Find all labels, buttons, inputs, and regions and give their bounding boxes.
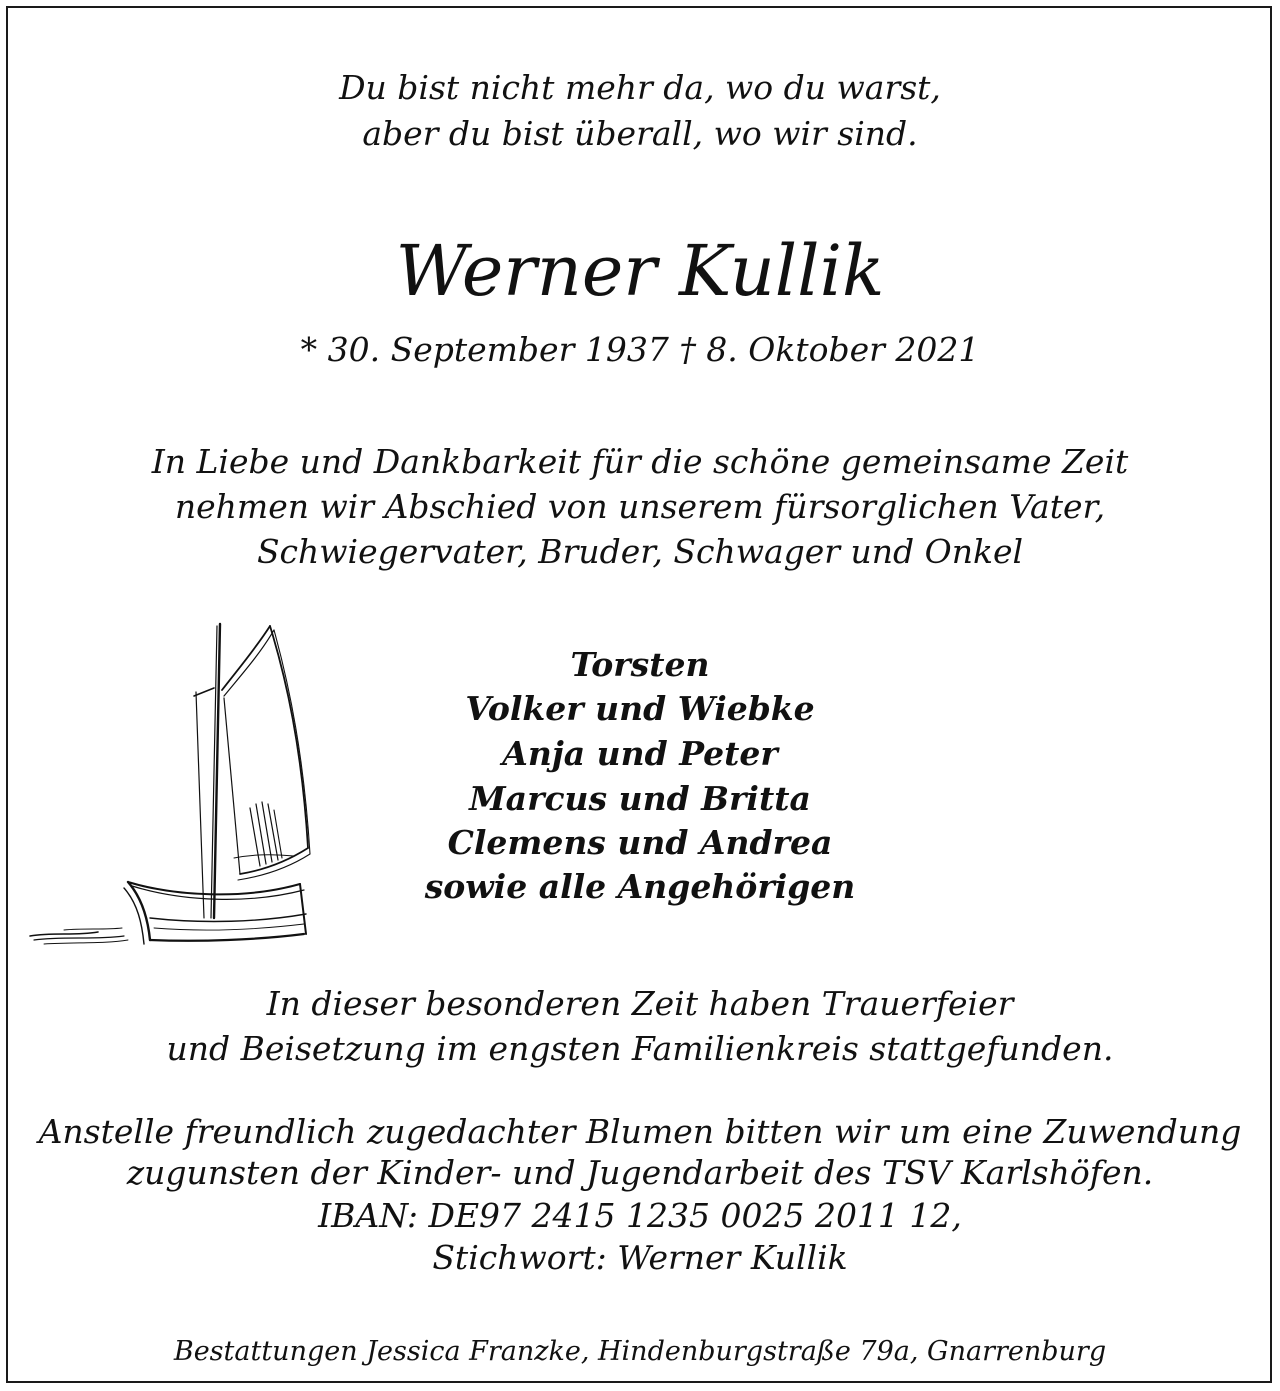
mourner-1: Torsten	[570, 645, 710, 684]
farewell-line-3: Schwiegervater, Bruder, Schwager und Onkel	[256, 532, 1024, 571]
mourner-3: Anja und Peter	[502, 734, 778, 773]
donation-line-2: zugunsten der Kinder- und Jugendarbeit des TSV Karlshöfen.	[126, 1153, 1154, 1192]
funeral-home-footer: Bestattungen Jessica Franzke, Hindenburgstraße 79a, Gnarrenburg	[173, 1336, 1107, 1367]
farewell-line-1: In Liebe und Dankbarkeit für die schöne gemeinsame Zeit	[151, 442, 1129, 481]
motto-line-1: Du bist nicht mehr da, wo du warst,	[339, 68, 941, 107]
ceremony-line-1: In dieser besonderen Zeit haben Trauerfeier	[266, 984, 1014, 1023]
life-dates: * 30. September 1937 † 8. Oktober 2021	[300, 330, 980, 369]
deceased-name: Werner Kullik	[395, 230, 885, 312]
mourner-6: sowie alle Angehörigen	[424, 867, 856, 906]
donation-iban: IBAN: DE97 2415 1235 0025 2011 12,	[318, 1196, 962, 1235]
donation-line-1: Anstelle freundlich zugedachter Blumen bitten wir um eine Zuwendung	[38, 1112, 1242, 1151]
mourner-5: Clemens und Andrea	[447, 823, 833, 862]
mourner-4: Marcus und Britta	[469, 779, 811, 818]
ceremony-line-2: und Beisetzung im engsten Familienkreis stattgefunden.	[166, 1029, 1114, 1068]
motto-line-2: aber du bist überall, wo wir sind.	[362, 114, 918, 153]
donation-keyword: Stichwort: Werner Kullik	[432, 1238, 848, 1277]
farewell-line-2: nehmen wir Abschied von unserem fürsorglichen Vater,	[174, 487, 1106, 526]
mourner-2: Volker und Wiebke	[465, 689, 815, 728]
